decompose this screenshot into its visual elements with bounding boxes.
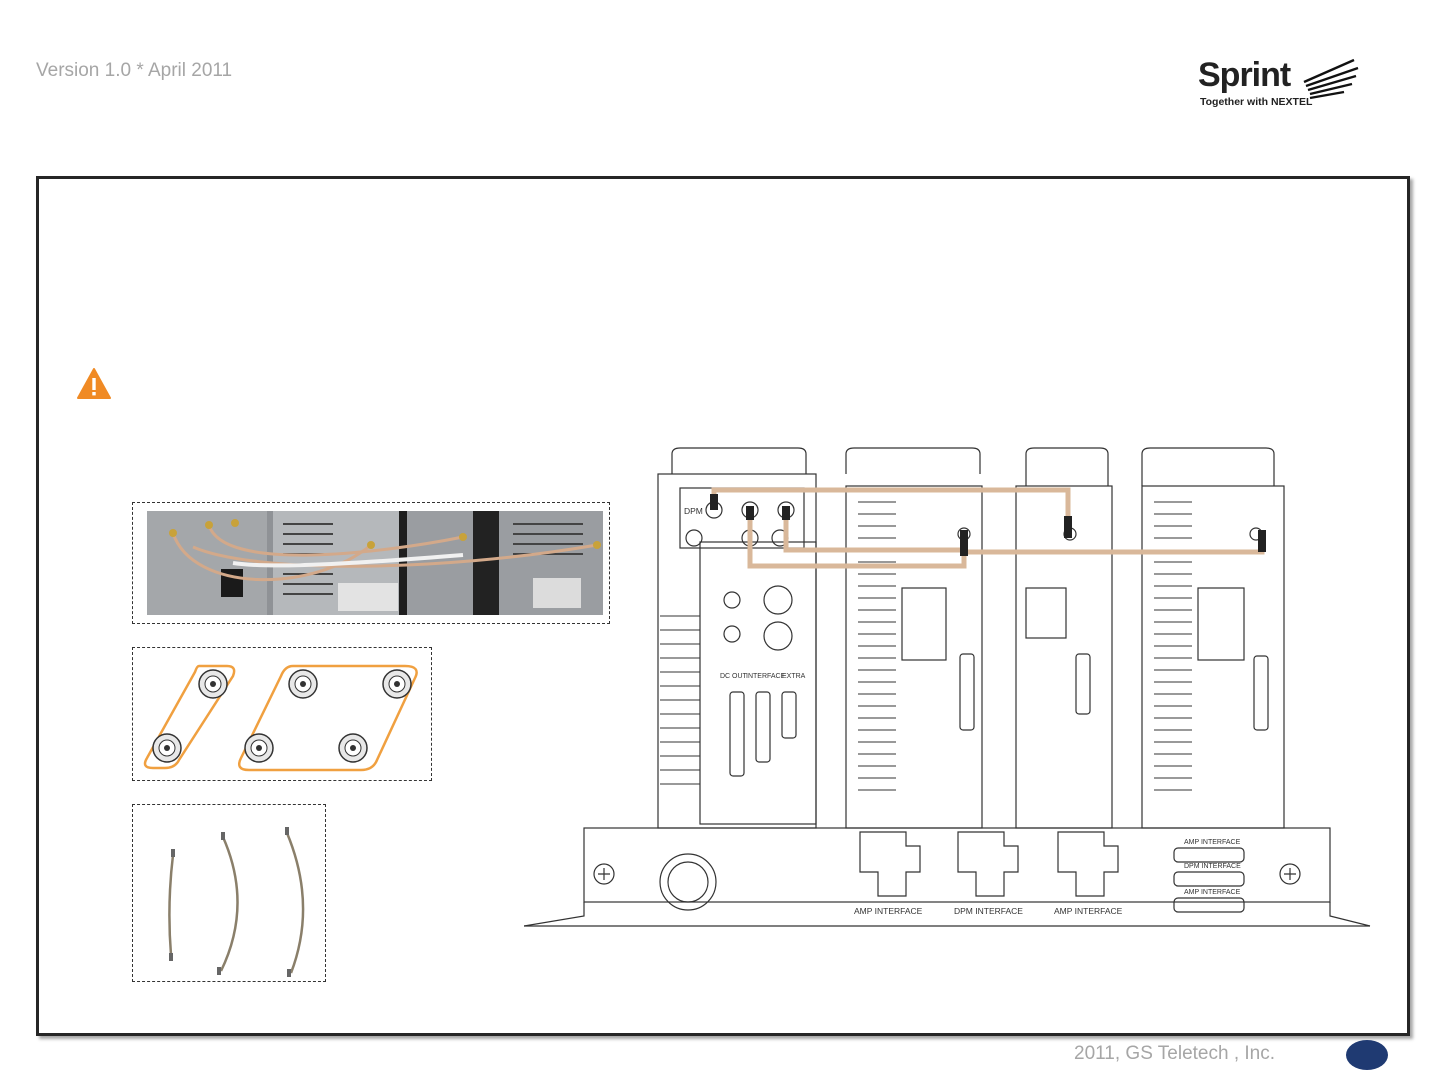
- connector-detail: [133, 648, 431, 780]
- port-label-extra: EXTRA: [782, 673, 806, 680]
- bottom-label-dpm: DPM INTERFACE: [954, 906, 1023, 916]
- warning-icon: [76, 367, 112, 401]
- cable-assembly-box: [132, 804, 326, 982]
- dpm-label: DPM: [684, 506, 703, 516]
- version-text: Version 1.0 * April 2011: [36, 60, 233, 81]
- rf-cable-icon: [133, 805, 325, 981]
- right-label-amp-1: AMP INTERFACE: [1184, 839, 1241, 846]
- port-label-interface: INTERFACE: [746, 673, 786, 680]
- logo-tagline: Together with NEXTEL: [1200, 96, 1313, 108]
- right-label-dpm: DPM INTERFACE: [1184, 863, 1241, 870]
- bottom-label-amp-2: AMP INTERFACE: [1054, 906, 1123, 916]
- page-number-badge: [1346, 1040, 1388, 1070]
- footer-copyright: 2011, GS Teletech , Inc.: [1074, 1043, 1276, 1064]
- sma-connector-icon: [153, 670, 411, 762]
- unit-schematic: [524, 446, 1374, 932]
- port-label-dc-out: DC OUT: [720, 673, 747, 680]
- logo-swoosh-icon: [1192, 50, 1372, 120]
- bottom-label-amp-1: AMP INTERFACE: [854, 906, 923, 916]
- logo-brand: Sprint: [1198, 56, 1291, 94]
- right-label-amp-2: AMP INTERFACE: [1184, 889, 1241, 896]
- sprint-logo: [1192, 50, 1372, 120]
- connector-detail-box: [132, 647, 432, 781]
